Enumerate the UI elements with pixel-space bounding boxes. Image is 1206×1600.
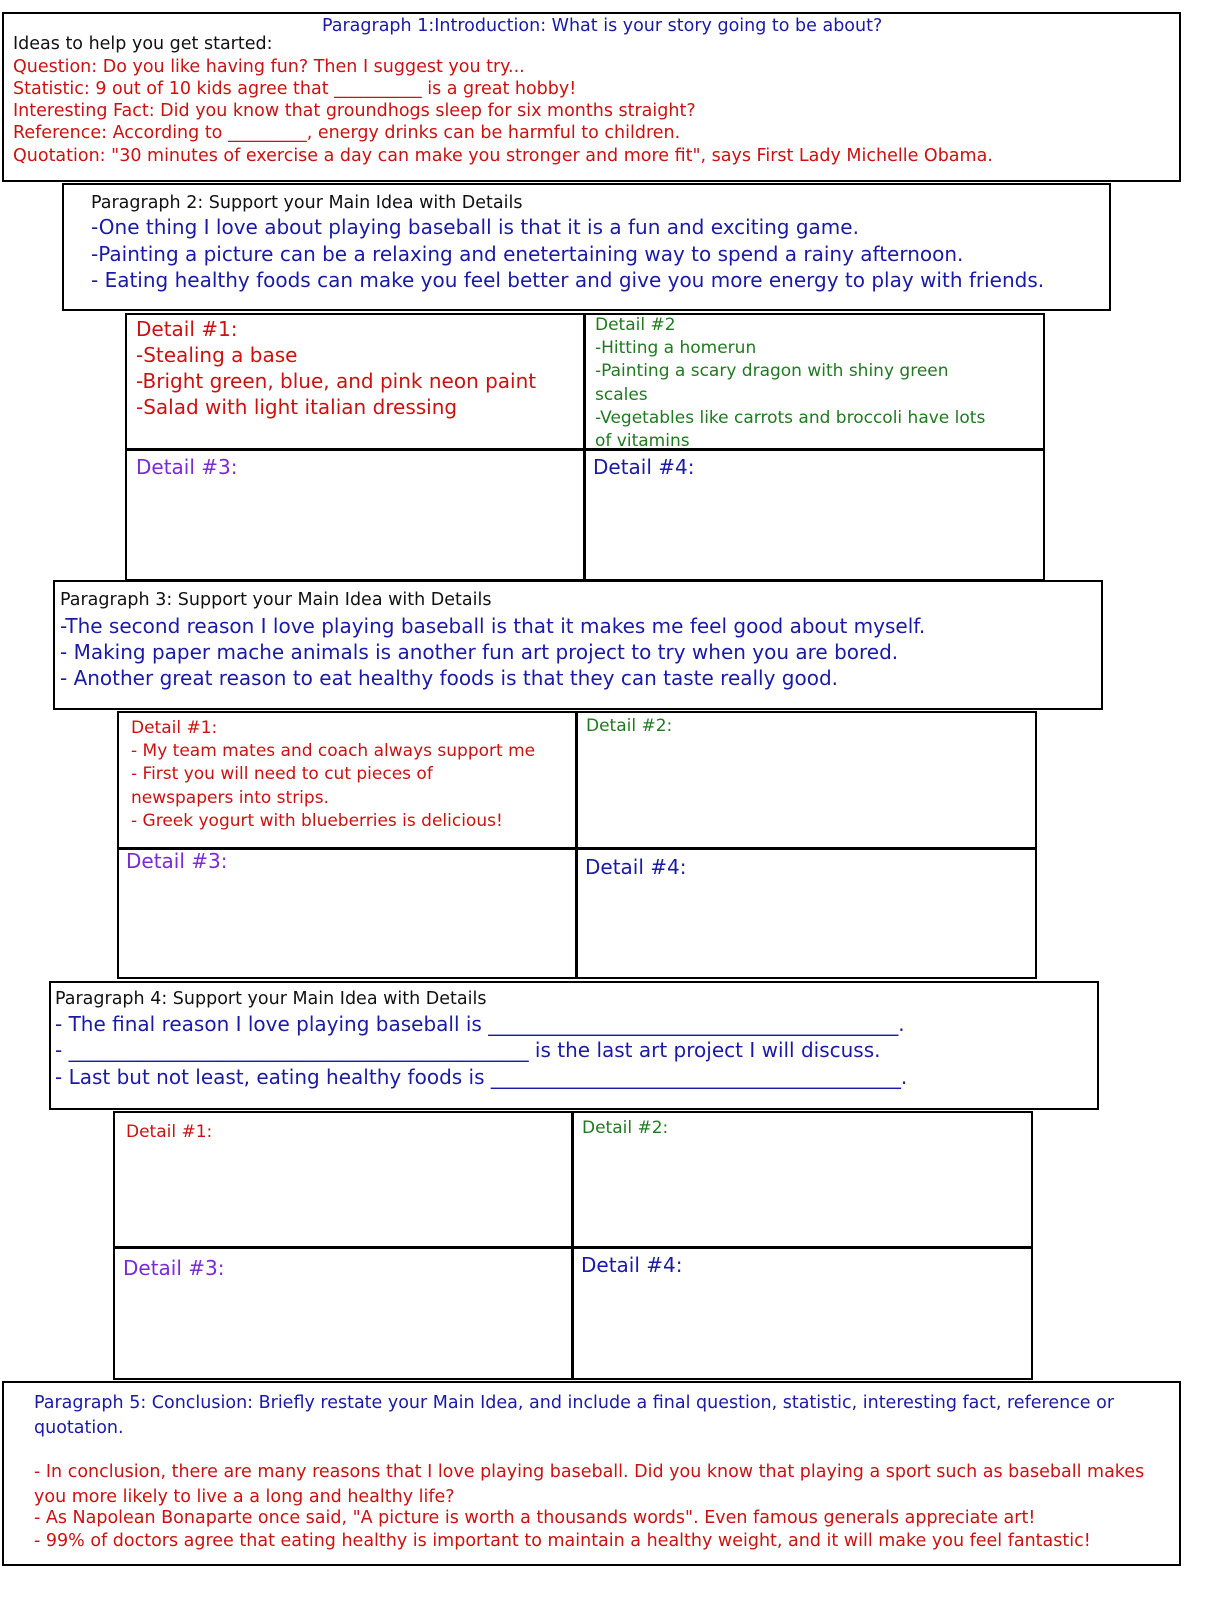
p2-detail-2-label: Detail #2: [595, 315, 676, 335]
paragraph-2-details-grid: [125, 313, 1045, 581]
p3-detail-3-label: Detail #3:: [126, 849, 228, 873]
paragraph-4-title: Paragraph 4: Support your Main Idea with Details: [55, 989, 487, 1009]
paragraph-5-box: [2, 1381, 1181, 1566]
p2-detail-2-line-3: scales: [595, 385, 648, 405]
paragraph-3-line-2: - Making paper mache animals is another fun art project to try when you are bored.: [60, 640, 899, 664]
paragraph-3-line-1: -The second reason I love playing baseball is that it makes me feel good about myself.: [60, 614, 926, 638]
p2-detail-1-label: Detail #1:: [136, 317, 238, 341]
paragraph-1-box: [2, 12, 1181, 182]
p3-detail-1-label: Detail #1:: [131, 718, 218, 738]
p3-detail-1-line-3: newspapers into strips.: [131, 788, 329, 808]
paragraph-4-details-grid: [113, 1111, 1033, 1380]
p2-detail-3-label: Detail #3:: [136, 455, 238, 479]
paragraph-5-line-1: - In conclusion, there are many reasons that I love playing baseball. Did you know that playing a sport such as baseball makes you more likely to live a a long and healthy life?: [34, 1462, 1145, 1507]
paragraph-3-line-3: - Another great reason to eat healthy foods is that they can taste really good.: [60, 666, 839, 690]
p3-detail-1-line-1: - My team mates and coach always support me: [131, 741, 536, 761]
p3-detail-4-label: Detail #4:: [585, 855, 687, 879]
p2-detail-2-line-5: of vitamins: [595, 431, 690, 451]
paragraph-5-line-3: - 99% of doctors agree that eating healthy is important to maintain a healthy weight, and it will make you feel fantastic!: [34, 1531, 1091, 1551]
p3-detail-1-line-2: - First you will need to cut pieces of: [131, 764, 433, 784]
idea-reference: Reference: According to _________, energy drinks can be harmful to children.: [13, 123, 681, 143]
p3-detail-1-line-4: - Greek yogurt with blueberries is delicious!: [131, 811, 503, 831]
paragraph-5-title: Paragraph 5: Conclusion: Briefly restate your Main Idea, and include a final question, statistic, interesting fact, reference or quotation.: [34, 1393, 1115, 1438]
idea-statistic: Statistic: 9 out of 10 kids agree that __________ is a great hobby!: [13, 79, 577, 99]
p4-detail-4-label: Detail #4:: [581, 1253, 683, 1277]
idea-quotation: Quotation: "30 minutes of exercise a day can make you stronger and more fit", says First Lady Michelle Obama.: [13, 146, 993, 166]
paragraph-2-box: [62, 183, 1111, 311]
idea-fact: Interesting Fact: Did you know that groundhogs sleep for six months straight?: [13, 101, 696, 121]
paragraph-4-line-2: - ______________________________________________ is the last art project I will discuss.: [55, 1038, 881, 1062]
p2-detail-1-line-2: -Bright green, blue, and pink neon paint: [136, 369, 537, 393]
p2-detail-1-line-3: -Salad with light italian dressing: [136, 395, 458, 419]
paragraph-4-line-3: - Last but not least, eating healthy foods is _________________________________________.: [55, 1065, 908, 1089]
p2-detail-2-line-2: -Painting a scary dragon with shiny green: [595, 361, 949, 381]
paragraph-3-title: Paragraph 3: Support your Main Idea with Details: [60, 590, 492, 610]
paragraph-1-title: Paragraph 1:Introduction: What is your story going to be about?: [322, 16, 883, 36]
paragraph-5-line-2: - As Napolean Bonaparte once said, "A picture is worth a thousands words". Even famous generals appreciate art!: [34, 1508, 1036, 1528]
paragraph-3-details-grid: [117, 711, 1037, 979]
grid-vertical-divider: [575, 713, 578, 979]
paragraph-4-box: [49, 981, 1099, 1110]
paragraph-2-line-3: - Eating healthy foods can make you feel better and give you more energy to play with friends.: [91, 268, 1045, 292]
paragraph-2-line-1: -One thing I love about playing baseball is that it is a fun and exciting game.: [91, 215, 859, 239]
paragraph-2-line-2: -Painting a picture can be a relaxing and enetertaining way to spend a rainy afternoon.: [91, 242, 964, 266]
paragraph-4-line-1: - The final reason I love playing baseball is _________________________________________.: [55, 1012, 905, 1036]
p2-detail-4-label: Detail #4:: [593, 455, 695, 479]
p2-detail-2-line-4: -Vegetables like carrots and broccoli have lots: [595, 408, 986, 428]
paragraph-3-box: [53, 580, 1103, 710]
p4-detail-2-label: Detail #2:: [582, 1118, 669, 1138]
p2-detail-2-line-1: -Hitting a homerun: [595, 338, 757, 358]
p2-detail-1-line-1: -Stealing a base: [136, 343, 298, 367]
ideas-intro: Ideas to help you get started:: [13, 34, 273, 54]
p4-detail-3-label: Detail #3:: [123, 1256, 225, 1280]
paragraph-2-title: Paragraph 2: Support your Main Idea with Details: [91, 193, 523, 213]
idea-question: Question: Do you like having fun? Then I suggest you try...: [13, 57, 525, 77]
grid-vertical-divider: [583, 315, 586, 581]
grid-vertical-divider: [571, 1113, 574, 1380]
p3-detail-2-label: Detail #2:: [586, 716, 673, 736]
p4-detail-1-label: Detail #1:: [126, 1122, 213, 1142]
